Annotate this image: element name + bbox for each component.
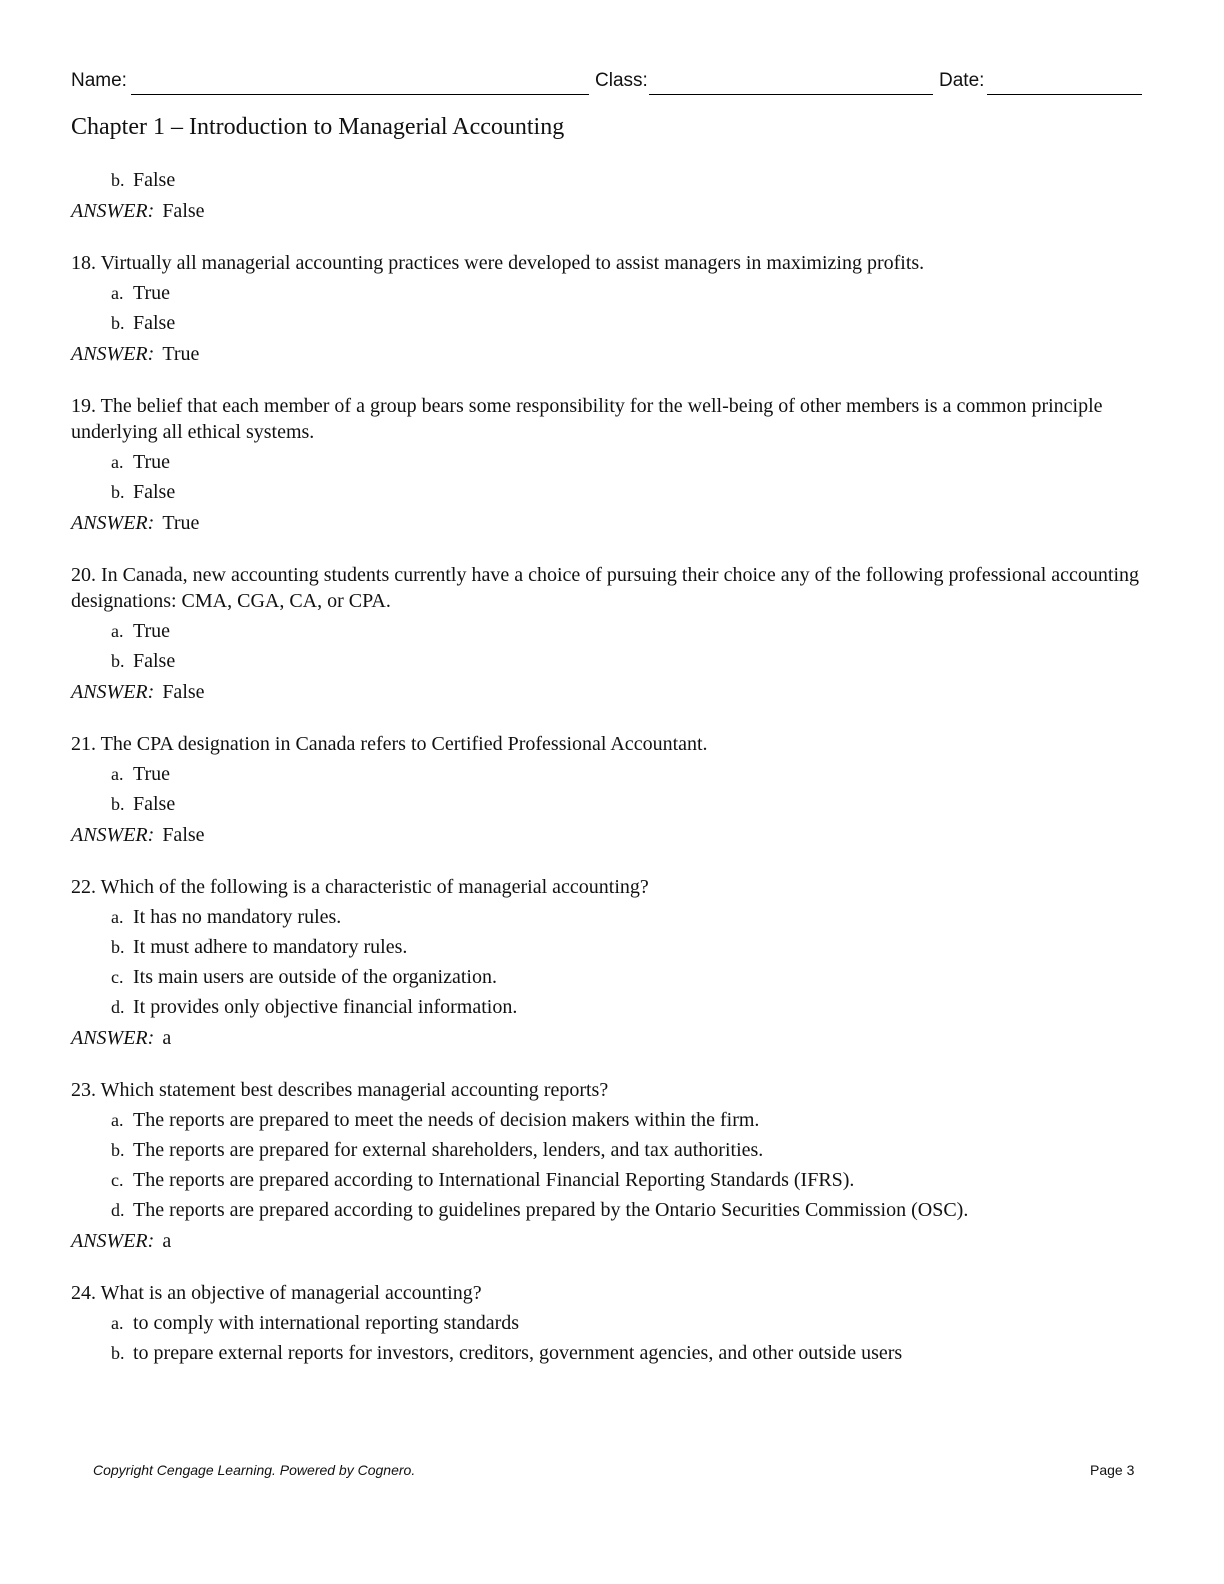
worksheet-header [71, 70, 1143, 98]
answer-choice [71, 761, 1146, 787]
answer-choice [71, 648, 1146, 674]
question-number: 21. [71, 733, 96, 755]
answer-choice [71, 479, 1146, 505]
answer-label: ANSWER: [71, 681, 155, 703]
question-number: 22. [71, 876, 96, 898]
choice-letter: b. [111, 313, 125, 333]
choice-letter: b. [111, 937, 125, 957]
choice-text: True [133, 763, 171, 785]
answer-value: False [162, 824, 205, 846]
question-number: 19. [71, 395, 96, 417]
question-number: 24. [71, 1282, 96, 1304]
question-item [71, 1280, 1146, 1366]
answer-choice [71, 449, 1146, 475]
choice-letter: b. [111, 794, 125, 814]
choice-letter: b. [111, 170, 125, 190]
choice-text: False [133, 650, 176, 672]
choice-letter: a. [111, 764, 124, 784]
answer-line [71, 341, 1146, 367]
choice-letter: d. [111, 997, 125, 1017]
answer-label: ANSWER: [71, 824, 155, 846]
question-text [71, 393, 1146, 445]
answer-value: a [162, 1027, 172, 1049]
answer-choice [71, 1137, 1146, 1163]
answer-line [71, 822, 1146, 848]
answer-choice [71, 1197, 1146, 1223]
choice-text: True [133, 282, 171, 304]
choice-text: The reports are prepared to meet the needs of decision makers within the firm. [133, 1109, 760, 1131]
answer-label: ANSWER: [71, 512, 155, 534]
question-stem: The belief that each member of a group bears some responsibility for the well-being of other members is a common principle underlying all ethical systems. [71, 395, 1103, 443]
question-item [71, 167, 1146, 224]
answer-choice [71, 994, 1146, 1020]
answer-line [71, 1228, 1146, 1254]
choice-text: It has no mandatory rules. [133, 906, 342, 928]
choice-letter: c. [111, 967, 124, 987]
question-item [71, 250, 1146, 367]
answer-value: True [162, 512, 200, 534]
choice-letter: a. [111, 283, 124, 303]
question-stem: The CPA designation in Canada refers to Certified Professional Accountant. [100, 733, 708, 755]
choice-text: The reports are prepared according to guidelines prepared by the Ontario Securities Commission (OSC). [133, 1199, 969, 1221]
class-label: Class: [595, 70, 648, 91]
chapter-title: Chapter 1 – Introduction to Managerial Accounting [71, 114, 565, 140]
answer-choice [71, 167, 1146, 193]
question-item [71, 874, 1146, 1051]
question-stem: Which statement best describes managerial accounting reports? [100, 1079, 609, 1101]
answer-label: ANSWER: [71, 1230, 155, 1252]
date-label: Date: [939, 70, 985, 91]
question-text [71, 250, 1146, 276]
choice-text: The reports are prepared for external shareholders, lenders, and tax authorities. [133, 1139, 764, 1161]
choice-letter: b. [111, 651, 125, 671]
question-item [71, 562, 1146, 705]
question-text [71, 731, 1146, 757]
answer-choice [71, 280, 1146, 306]
choice-letter: b. [111, 1140, 125, 1160]
choice-letter: d. [111, 1200, 125, 1220]
answer-choice [71, 1340, 1146, 1366]
question-stem: Virtually all managerial accounting practices were developed to assist managers in maximizing profits. [100, 252, 925, 274]
choice-letter: a. [111, 621, 124, 641]
question-stem: Which of the following is a characteristic of managerial accounting? [100, 876, 649, 898]
choice-text: True [133, 620, 171, 642]
question-stem: What is an objective of managerial accounting? [100, 1282, 482, 1304]
choice-letter: a. [111, 1110, 124, 1130]
question-text [71, 874, 1146, 900]
answer-line [71, 679, 1146, 705]
answer-label: ANSWER: [71, 343, 155, 365]
choice-letter: a. [111, 907, 124, 927]
answer-value: False [162, 681, 205, 703]
choice-letter: c. [111, 1170, 124, 1190]
answer-choice [71, 791, 1146, 817]
question-item [71, 1077, 1146, 1254]
answer-value: False [162, 200, 205, 222]
name-field[interactable] [131, 94, 589, 95]
name-label: Name: [71, 70, 127, 91]
question-text [71, 1280, 1146, 1306]
answer-choice [71, 310, 1146, 336]
question-number: 20. [71, 564, 96, 586]
answer-line [71, 1025, 1146, 1051]
choice-text: False [133, 481, 176, 503]
choice-letter: b. [111, 482, 125, 502]
question-number: 18. [71, 252, 96, 274]
class-field[interactable] [649, 94, 933, 95]
question-list [71, 163, 1146, 1392]
page-number: Page 3 [1090, 1462, 1135, 1478]
choice-letter: b. [111, 1343, 125, 1363]
question-text [71, 562, 1146, 614]
answer-choice [71, 1310, 1146, 1336]
answer-line [71, 510, 1146, 536]
choice-text: False [133, 169, 176, 191]
answer-label: ANSWER: [71, 200, 155, 222]
question-number: 23. [71, 1079, 96, 1101]
choice-letter: a. [111, 1313, 124, 1333]
answer-choice [71, 1107, 1146, 1133]
answer-choice [71, 904, 1146, 930]
question-item [71, 731, 1146, 848]
choice-text: to comply with international reporting standards [133, 1312, 520, 1334]
choice-text: Its main users are outside of the organization. [133, 966, 497, 988]
answer-choice [71, 934, 1146, 960]
answer-value: True [162, 343, 200, 365]
question-stem: In Canada, new accounting students currently have a choice of pursuing their choice any of the following professional accounting designations: CMA, CGA, CA, or CPA. [71, 564, 1139, 612]
choice-text: to prepare external reports for investors, creditors, government agencies, and other outside users [133, 1342, 903, 1364]
choice-text: It must adhere to mandatory rules. [133, 936, 408, 958]
answer-choice [71, 964, 1146, 990]
answer-choice [71, 1167, 1146, 1193]
answer-choice [71, 618, 1146, 644]
answer-label: ANSWER: [71, 1027, 155, 1049]
date-field[interactable] [987, 94, 1142, 95]
choice-text: The reports are prepared according to International Financial Reporting Standards (IFRS). [133, 1169, 855, 1191]
choice-letter: a. [111, 452, 124, 472]
choice-text: True [133, 451, 171, 473]
choice-text: False [133, 312, 176, 334]
answer-value: a [162, 1230, 172, 1252]
choice-text: False [133, 793, 176, 815]
question-item [71, 393, 1146, 536]
question-text [71, 1077, 1146, 1103]
copyright-notice: Copyright Cengage Learning. Powered by Cognero. [93, 1462, 416, 1478]
answer-line [71, 198, 1146, 224]
choice-text: It provides only objective financial information. [133, 996, 518, 1018]
